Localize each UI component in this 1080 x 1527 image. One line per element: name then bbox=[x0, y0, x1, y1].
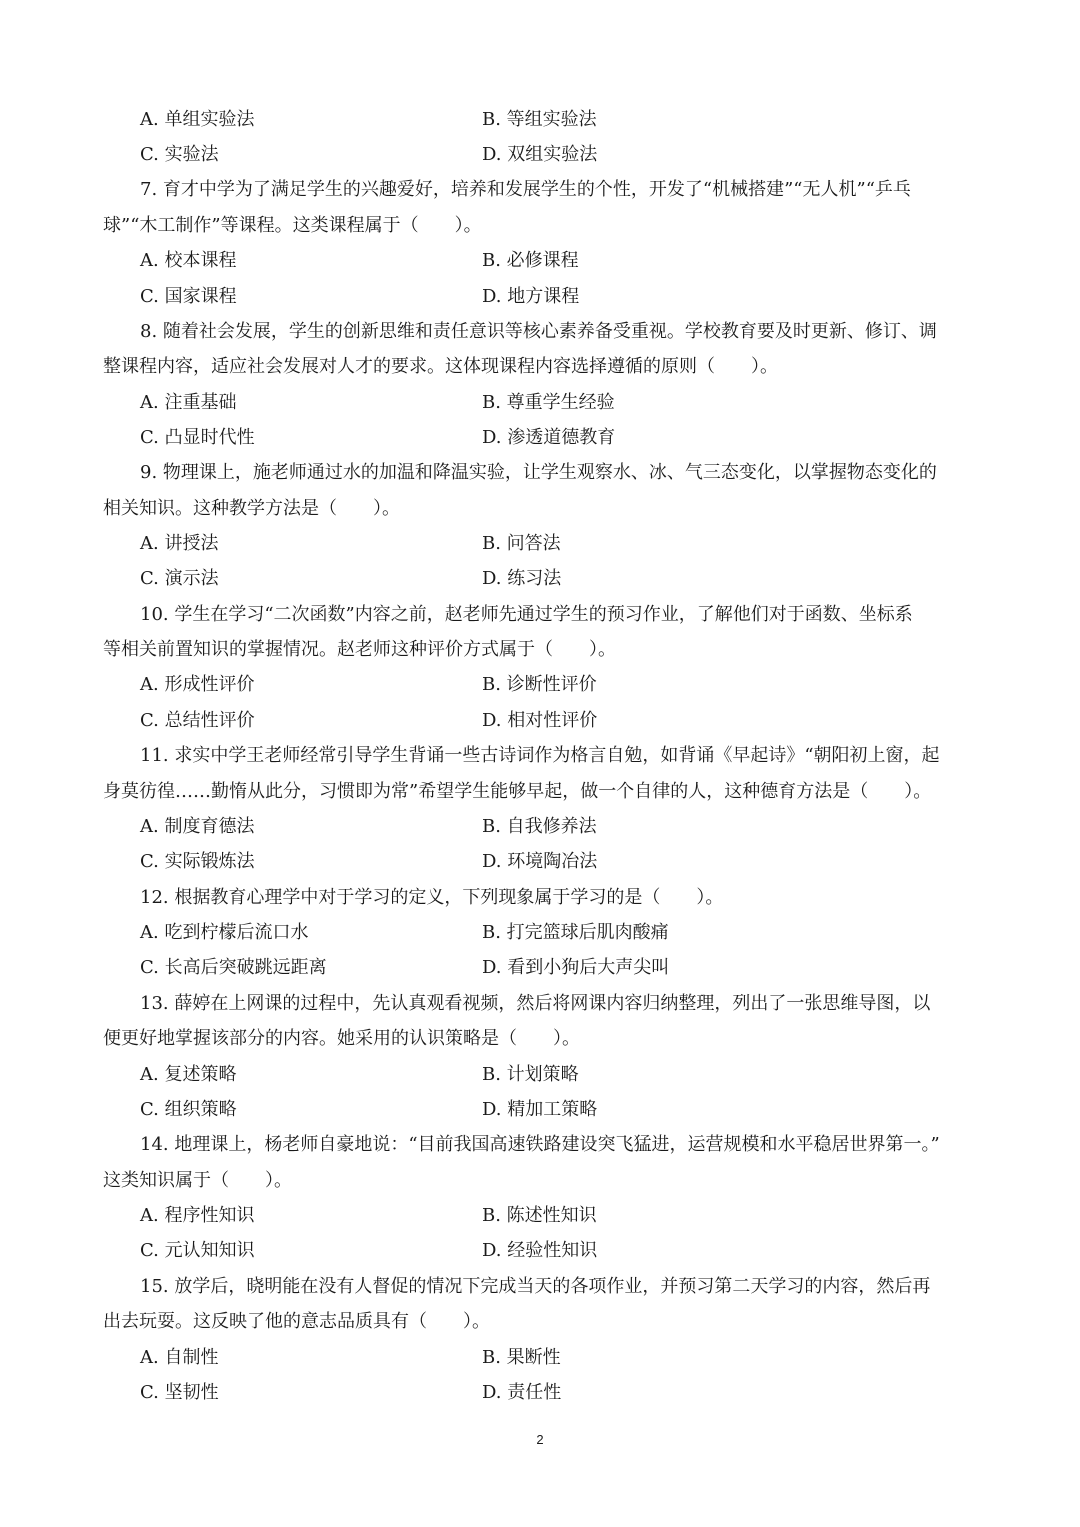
q8-option-d: D. 渗透道德教育 bbox=[482, 427, 616, 448]
q6-option-a: A. 单组实验法 bbox=[140, 109, 255, 130]
q15-option-a: A. 自制性 bbox=[140, 1347, 219, 1368]
q9-option-c: C. 演示法 bbox=[140, 568, 219, 589]
q9-option-a: A. 讲授法 bbox=[140, 533, 219, 554]
q12-option-d: D. 看到小狗后大声尖叫 bbox=[482, 957, 670, 978]
q10-option-c: C. 总结性评价 bbox=[140, 710, 255, 731]
q7-option-d: D. 地方课程 bbox=[482, 286, 580, 307]
q7-option-c: C. 国家课程 bbox=[140, 286, 237, 307]
q8-option-c: C. 凸显时代性 bbox=[140, 427, 255, 448]
page-number: 2 bbox=[536, 1432, 544, 1447]
q11-option-b: B. 自我修养法 bbox=[482, 816, 597, 837]
q12-stem-line-1: 12. 根据教育心理学中对于学习的定义，下列现象属于学习的是（ ）。 bbox=[140, 887, 724, 908]
q13-stem-line-1: 13. 薛婷在上网课的过程中，先认真观看视频，然后将网课内容归纳整理，列出了一张思维导图，以 bbox=[140, 993, 931, 1014]
q13-option-d: D. 精加工策略 bbox=[482, 1099, 598, 1120]
q15-option-b: B. 果断性 bbox=[482, 1347, 561, 1368]
q10-option-a: A. 形成性评价 bbox=[140, 674, 255, 695]
q8-stem-line-2: 整课程内容，适应社会发展对人才的要求。这体现课程内容选择遵循的原则（ ）。 bbox=[103, 356, 778, 377]
q9-stem-line-1: 9. 物理课上，施老师通过水的加温和降温实验，让学生观察水、冰、气三态变化，以掌握物态变化的 bbox=[140, 462, 937, 483]
q10-option-b: B. 诊断性评价 bbox=[482, 674, 597, 695]
q9-option-d: D. 练习法 bbox=[482, 568, 562, 589]
q12-option-c: C. 长高后突破跳远距离 bbox=[140, 957, 327, 978]
q7-stem-line-1: 7. 育才中学为了满足学生的兴趣爱好，培养和发展学生的个性，开发了“机械搭建”“无人机”“乒乓 bbox=[140, 179, 911, 200]
q6-option-d: D. 双组实验法 bbox=[482, 144, 598, 165]
q8-option-b: B. 尊重学生经验 bbox=[482, 392, 615, 413]
q6-option-b: B. 等组实验法 bbox=[482, 109, 597, 130]
q7-option-b: B. 必修课程 bbox=[482, 250, 579, 271]
q14-stem-line-2: 这类知识属于（ ）。 bbox=[103, 1170, 292, 1191]
q8-stem-line-1: 8. 随着社会发展，学生的创新思维和责任意识等核心素养备受重视。学校教育要及时更新、修订、调 bbox=[140, 321, 937, 342]
q10-option-d: D. 相对性评价 bbox=[482, 710, 598, 731]
q14-option-d: D. 经验性知识 bbox=[482, 1240, 598, 1261]
q13-stem-line-2: 便更好地掌握该部分的内容。她采用的认识策略是（ ）。 bbox=[103, 1028, 580, 1049]
q9-option-b: B. 问答法 bbox=[482, 533, 561, 554]
q6-option-c: C. 实验法 bbox=[140, 144, 219, 165]
q15-stem-line-2: 出去玩耍。这反映了他的意志品质具有（ ）。 bbox=[103, 1311, 490, 1332]
q12-option-a: A. 吃到柠檬后流口水 bbox=[140, 922, 309, 943]
q15-option-d: D. 责任性 bbox=[482, 1382, 562, 1403]
q14-option-b: B. 陈述性知识 bbox=[482, 1205, 597, 1226]
q14-option-c: C. 元认知知识 bbox=[140, 1240, 255, 1261]
q7-option-a: A. 校本课程 bbox=[140, 250, 237, 271]
q15-stem-line-1: 15. 放学后，晓明能在没有人督促的情况下完成当天的各项作业，并预习第二天学习的内容，然后再 bbox=[140, 1276, 931, 1297]
q11-option-c: C. 实际锻炼法 bbox=[140, 851, 255, 872]
q13-option-a: A. 复述策略 bbox=[140, 1064, 237, 1085]
q11-stem-line-1: 11. 求实中学王老师经常引导学生背诵一些古诗词作为格言自勉，如背诵《早起诗》“朝阳初上窗，起 bbox=[140, 745, 940, 766]
q12-option-b: B. 打完篮球后肌肉酸痛 bbox=[482, 922, 669, 943]
q14-stem-line-1: 14. 地理课上，杨老师自豪地说：“目前我国高速铁路建设突飞猛进，运营规模和水平稳居世界第一。” bbox=[140, 1134, 940, 1155]
q13-option-b: B. 计划策略 bbox=[482, 1064, 579, 1085]
q11-option-d: D. 环境陶冶法 bbox=[482, 851, 598, 872]
q11-option-a: A. 制度育德法 bbox=[140, 816, 255, 837]
q7-stem-line-2: 球”“木工制作”等课程。这类课程属于（ ）。 bbox=[103, 215, 482, 236]
q10-stem-line-2: 等相关前置知识的掌握情况。赵老师这种评价方式属于（ ）。 bbox=[103, 639, 616, 660]
q9-stem-line-2: 相关知识。这种教学方法是（ ）。 bbox=[103, 498, 400, 519]
q14-option-a: A. 程序性知识 bbox=[140, 1205, 255, 1226]
q11-stem-line-2: 身莫彷徨……勤惰从此分，习惯即为常”希望学生能够早起，做一个自律的人，这种德育方法是（ ）。 bbox=[103, 781, 932, 802]
q10-stem-line-1: 10. 学生在学习“二次函数”内容之前，赵老师先通过学生的预习作业，了解他们对于函数、坐标系 bbox=[140, 604, 913, 625]
q13-option-c: C. 组织策略 bbox=[140, 1099, 237, 1120]
q8-option-a: A. 注重基础 bbox=[140, 392, 237, 413]
q15-option-c: C. 坚韧性 bbox=[140, 1382, 219, 1403]
